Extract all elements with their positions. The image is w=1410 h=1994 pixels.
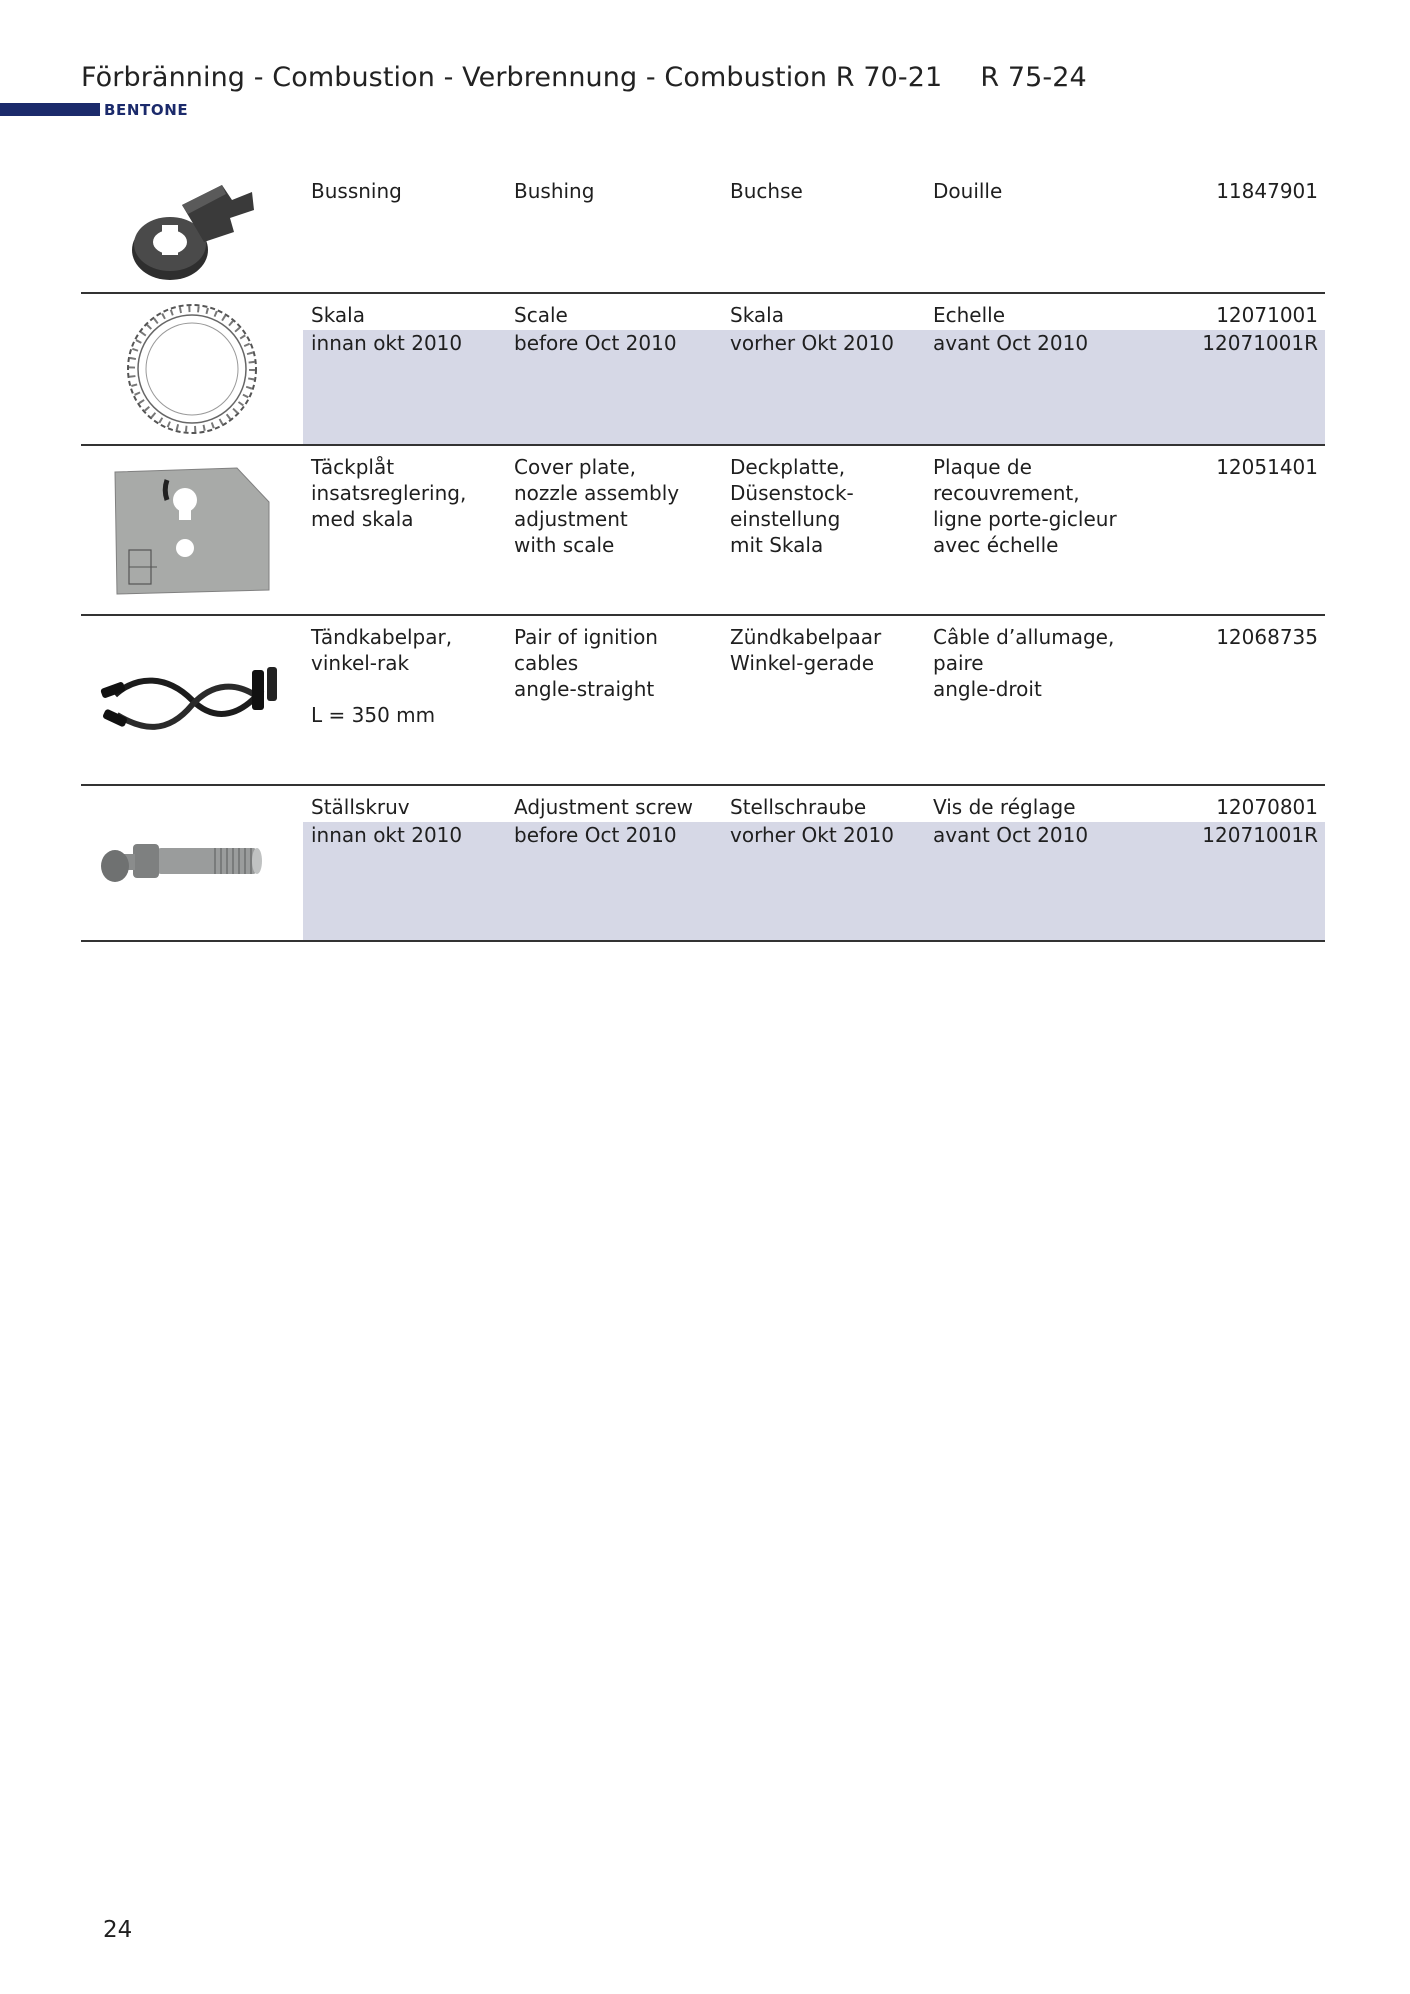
- name-de: Deckplatte, Düsenstock- einstellung mit Skala: [730, 455, 854, 557]
- name-sv: Ställskruv: [311, 795, 410, 819]
- part-number: 12051401: [1216, 455, 1318, 479]
- name-en: Bushing: [514, 179, 595, 203]
- page-title: [81, 62, 1087, 93]
- bushing-icon: [122, 170, 262, 290]
- variant-part-number: 12071001R: [1202, 823, 1318, 847]
- page-title-suffix: R 75-24: [980, 62, 1087, 93]
- name-fr: Vis de réglage: [933, 795, 1076, 819]
- variant-de: vorher Okt 2010: [730, 331, 894, 355]
- scale-ring-part-image: [81, 294, 303, 444]
- variant-en: before Oct 2010: [514, 331, 677, 355]
- name-en: Cover plate, nozzle assembly adjustment with scale: [514, 455, 680, 557]
- table-row: [81, 294, 1325, 446]
- part-number: 11847901: [1216, 179, 1318, 203]
- name-sv: Skala: [311, 303, 365, 327]
- table-row: [81, 446, 1325, 616]
- variant-part-number: 12071001R: [1202, 331, 1318, 355]
- brand-bar: [0, 103, 100, 116]
- name-en: Pair of ignition cables angle-straight: [514, 625, 658, 701]
- name-fr: Câble d’allumage, paire angle-droit: [933, 625, 1115, 701]
- variant-fr: avant Oct 2010: [933, 823, 1089, 847]
- brand-logo-text: BENTONE: [104, 101, 189, 119]
- name-de: Zündkabelpaar Winkel-gerade: [730, 625, 882, 675]
- table-row: [81, 616, 1325, 786]
- variant-de: vorher Okt 2010: [730, 823, 894, 847]
- ignition-cables-part-image: [81, 616, 303, 784]
- variant-sv: innan okt 2010: [311, 331, 463, 355]
- parts-table: [81, 168, 1325, 942]
- adjustment-screw-part-image: [81, 786, 303, 940]
- ignition-cables-icon: [97, 645, 287, 755]
- name-de: Stellschraube: [730, 795, 867, 819]
- name-fr: Echelle: [933, 303, 1006, 327]
- variant-fr: avant Oct 2010: [933, 331, 1089, 355]
- scale-ring-icon: [117, 299, 267, 439]
- variant-en: before Oct 2010: [514, 823, 677, 847]
- name-sv: Bussning: [311, 179, 402, 203]
- part-number: 12070801: [1216, 795, 1318, 819]
- part-number: 12068735: [1216, 625, 1318, 649]
- cover-plate-part-image: [81, 446, 303, 614]
- name-en: Scale: [514, 303, 568, 327]
- table-row: [81, 786, 1325, 942]
- variant-sv: innan okt 2010: [311, 823, 463, 847]
- table-row: [81, 168, 1325, 294]
- name-de: Buchse: [730, 179, 803, 203]
- name-fr: Douille: [933, 179, 1003, 203]
- part-number: 12071001: [1216, 303, 1318, 327]
- name-sv: Täckplåt insatsreglering, med skala: [311, 455, 467, 531]
- bushing-part-image: [81, 168, 303, 292]
- page-number: 24: [103, 1917, 133, 1943]
- adjustment-screw-icon: [97, 818, 287, 908]
- cover-plate-icon: [107, 460, 277, 600]
- name-fr: Plaque de recouvrement, ligne porte-gicleur avec échelle: [933, 455, 1117, 557]
- name-sv: Tändkabelpar, vinkel-rak L = 350 mm: [311, 625, 453, 727]
- name-de: Skala: [730, 303, 784, 327]
- page-title-main: Förbränning - Combustion - Verbrennung - Combustion R 70-21: [81, 62, 943, 93]
- name-en: Adjustment screw: [514, 795, 694, 819]
